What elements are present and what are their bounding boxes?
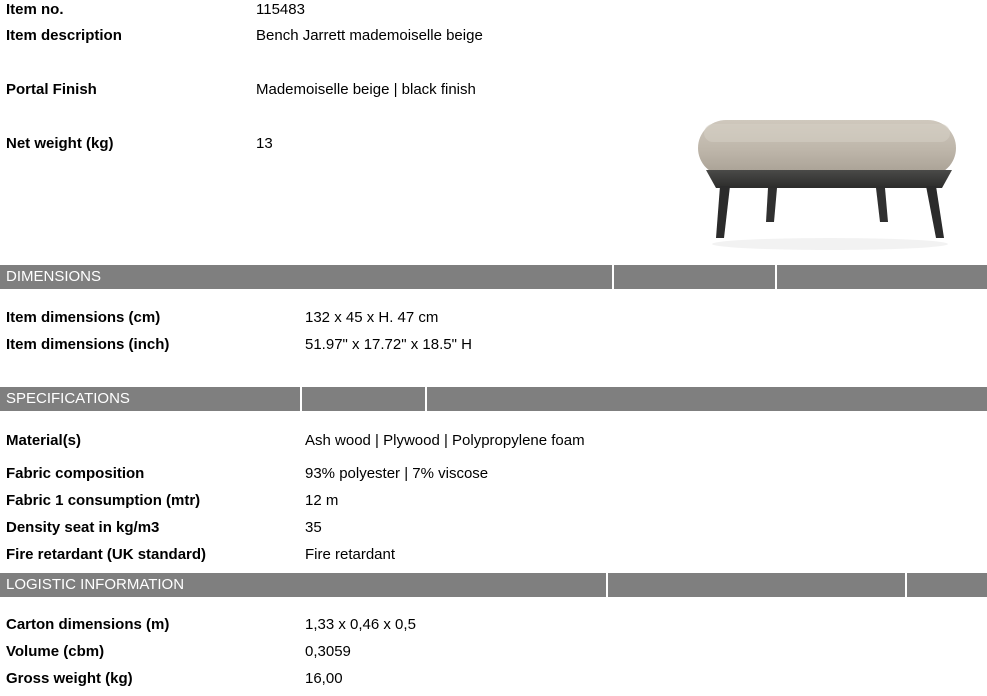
row-value-item-dimensions-inch: 51.97" x 17.72" x 18.5" H: [305, 336, 472, 353]
section-header-logistic-information: [0, 573, 987, 597]
section-spacer-cell: [777, 265, 987, 289]
section-header-dimensions: [0, 265, 987, 289]
field-label-net-weight: Net weight (kg): [6, 135, 114, 152]
bench-product-photo: [690, 110, 980, 260]
table-row: [0, 335, 987, 362]
section-spacer-cell: [608, 573, 907, 597]
field-value-item-no: 115483: [256, 1, 305, 18]
row-label-density-seat: Density seat in kg/m3: [6, 519, 160, 536]
table-row: [0, 669, 987, 696]
row-value-fire-retardant: Fire retardant: [305, 546, 396, 563]
row-value-fabric-composition: 93% polyester | 7% viscose: [305, 465, 489, 482]
field-label-item-description: Item description: [6, 27, 122, 44]
row-label-item-dimensions-cm: Item dimensions (cm): [6, 309, 161, 326]
row-label-gross-weight: Gross weight (kg): [6, 670, 133, 687]
table-row: [0, 545, 987, 572]
section-title-specifications: SPECIFICATIONS: [0, 387, 302, 411]
field-value-portal-finish: Mademoiselle beige | black finish: [256, 81, 476, 98]
row-value-fabric-consumption: 12 m: [305, 492, 339, 509]
bench-illustration: [690, 110, 980, 260]
row-value-item-dimensions-cm: 132 x 45 x H. 47 cm: [305, 309, 439, 326]
section-spacer-cell: [302, 387, 427, 411]
field-label-item-no: Item no.: [6, 1, 64, 18]
row-label-fire-retardant: Fire retardant (UK standard): [6, 546, 207, 563]
section-spacer-cell: [427, 387, 987, 411]
section-title-logistic-information: LOGISTIC INFORMATION: [0, 573, 608, 597]
row-value-carton-dimensions: 1,33 x 0,46 x 0,5: [305, 616, 416, 633]
table-row: [0, 518, 987, 545]
field-row-item-no: [0, 0, 987, 26]
table-row: [0, 642, 987, 669]
section-spacer-cell: [614, 265, 777, 289]
table-row: [0, 615, 987, 642]
row-label-fabric-composition: Fabric composition: [6, 465, 145, 482]
field-value-net-weight: 13: [256, 135, 273, 152]
row-label-materials: Material(s): [6, 432, 82, 449]
row-label-carton-dimensions: Carton dimensions (m): [6, 616, 170, 633]
field-row-portal-finish: [0, 80, 987, 106]
section-title-dimensions: DIMENSIONS: [0, 265, 614, 289]
field-value-item-description: Bench Jarrett mademoiselle beige: [256, 27, 483, 44]
row-value-materials: Ash wood | Plywood | Polypropylene foam: [305, 432, 585, 449]
field-label-portal-finish: Portal Finish: [6, 81, 97, 98]
section-header-specifications: [0, 387, 987, 411]
row-value-volume: 0,3059: [305, 643, 351, 660]
table-row: [0, 464, 987, 491]
row-value-density-seat: 35: [305, 519, 322, 536]
table-row: [0, 431, 987, 458]
row-value-gross-weight: 16,00: [305, 670, 343, 687]
row-label-item-dimensions-inch: Item dimensions (inch): [6, 336, 170, 353]
field-row-item-description: [0, 26, 987, 52]
section-spacer-cell: [907, 573, 987, 597]
row-label-fabric-consumption: Fabric 1 consumption (mtr): [6, 492, 201, 509]
table-row: [0, 491, 987, 518]
table-row: [0, 308, 987, 335]
row-label-volume: Volume (cbm): [6, 643, 105, 660]
